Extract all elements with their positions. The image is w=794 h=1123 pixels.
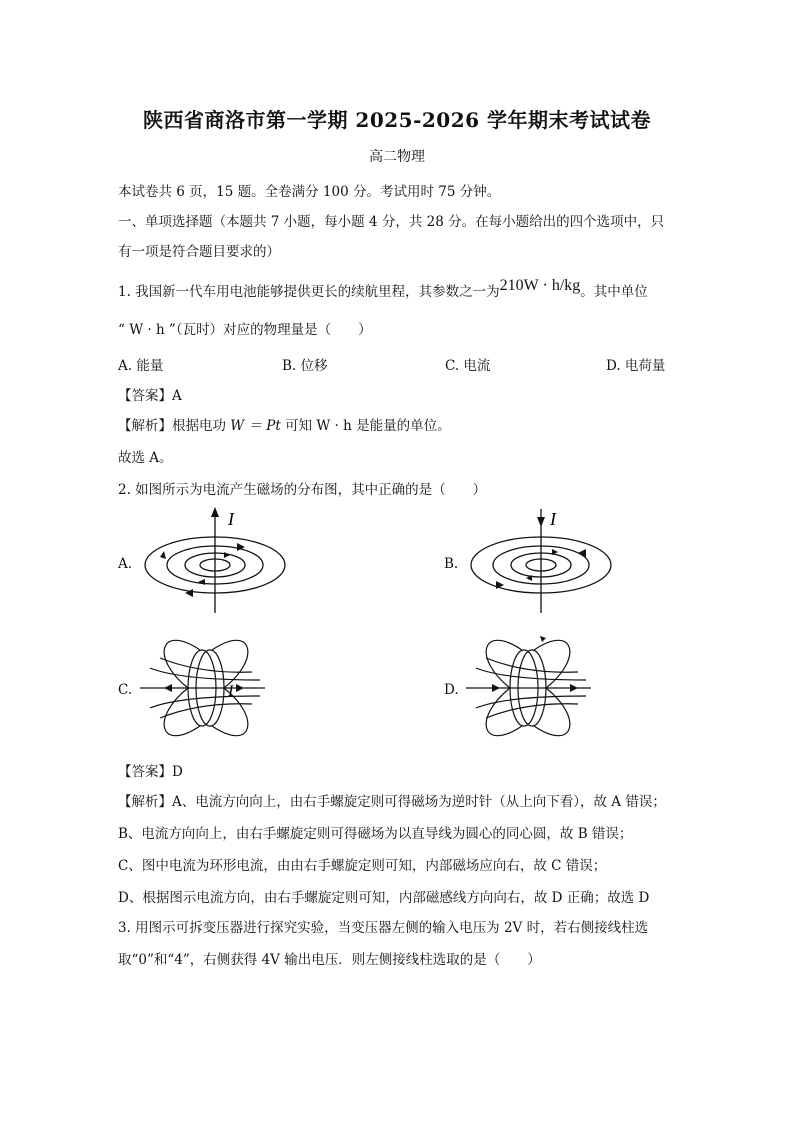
q1-stem — [118, 277, 648, 301]
q1-analysis — [118, 414, 451, 434]
figure-c-label: C. — [118, 682, 133, 698]
figure-b-current-label: I — [550, 509, 556, 529]
q2-stem: 2. 如图所示为电流产生磁场的分布图，其中正确的是（ ） — [118, 482, 487, 498]
section1-heading-line1: 一、单项选择题（本题共 7 小题，每小题 4 分，共 28 分。在每小题给出的四个选项中，只 — [118, 214, 665, 230]
figure-c — [140, 628, 270, 748]
figure-b — [466, 505, 626, 615]
figure-a-label: A. — [118, 556, 133, 572]
q2-analysis-line1: 【解析】A、电流方向向上，由右手螺旋定则可得磁场为逆时针（从上向下看），故 A 错误； — [118, 794, 666, 810]
q1-stem-line2: “ W · h ”（瓦时）对应的物理量是（ ） — [118, 322, 372, 338]
figure-a — [140, 505, 300, 615]
figure-c-current-label: I — [228, 683, 234, 700]
q1-option-a: A. 能量 — [118, 358, 164, 374]
figure-d-label: D. — [444, 682, 459, 698]
q2-answer: 【答案】D — [118, 764, 183, 780]
figure-a-current-label: I — [228, 509, 234, 529]
q3-stem-line1: 3. 用图示可拆变压器进行探究实验，当变压器左侧的输入电压为 2V 时，若右侧接线柱选 — [118, 920, 649, 936]
q2-analysis-line4: D、根据图示电流方向，由右手螺旋定则可知，内部磁感线方向向右，故 D 正确；故选 D — [118, 890, 650, 906]
q1-option-c: C. 电流 — [445, 358, 491, 374]
q1-formula: W ＝ Pt — [230, 418, 281, 434]
q1-answer: 【答案】A — [118, 388, 182, 404]
q1-analysis-part1: 【解析】根据电功 — [118, 418, 226, 434]
page-subtitle: 高二物理 — [369, 149, 425, 165]
q3-stem-line2: 取“0”和“4”，右侧获得 4V 输出电压．则左侧接线柱选取的是（ ） — [118, 952, 541, 968]
figure-b-label: B. — [444, 556, 459, 572]
q1-option-b: B. 位移 — [282, 358, 328, 374]
page-title: 陕西省商洛市第一学期 2025-2026 学年期末考试试卷 — [142, 108, 652, 132]
q1-stem-part2: 。其中单位 — [580, 284, 648, 300]
figure-d — [466, 628, 596, 748]
q1-conclusion: 故选 A。 — [118, 450, 173, 466]
exam-intro: 本试卷共 6 页，15 题。全卷满分 100 分。考试用时 75 分钟。 — [118, 184, 501, 200]
section1-heading-line2: 有一项是符合题目要求的） — [118, 244, 280, 260]
q2-analysis-line2: B、电流方向向上，由右手螺旋定则可得磁场为以直导线为圆心的同心圆，故 B 错误； — [118, 826, 633, 842]
q1-option-d: D. 电荷量 — [606, 358, 666, 374]
q2-analysis-line3: C、图中电流为环形电流，由由右手螺旋定则可知，内部磁场应向右，故 C 错误； — [118, 858, 607, 874]
q1-analysis-part2: 可知 W · h 是能量的单位。 — [285, 418, 451, 434]
q1-stem-part1: 1. 我国新一代车用电池能够提供更长的续航里程，其参数之一为 — [118, 284, 500, 300]
q1-parameter: 210W · h/kg — [499, 277, 581, 294]
